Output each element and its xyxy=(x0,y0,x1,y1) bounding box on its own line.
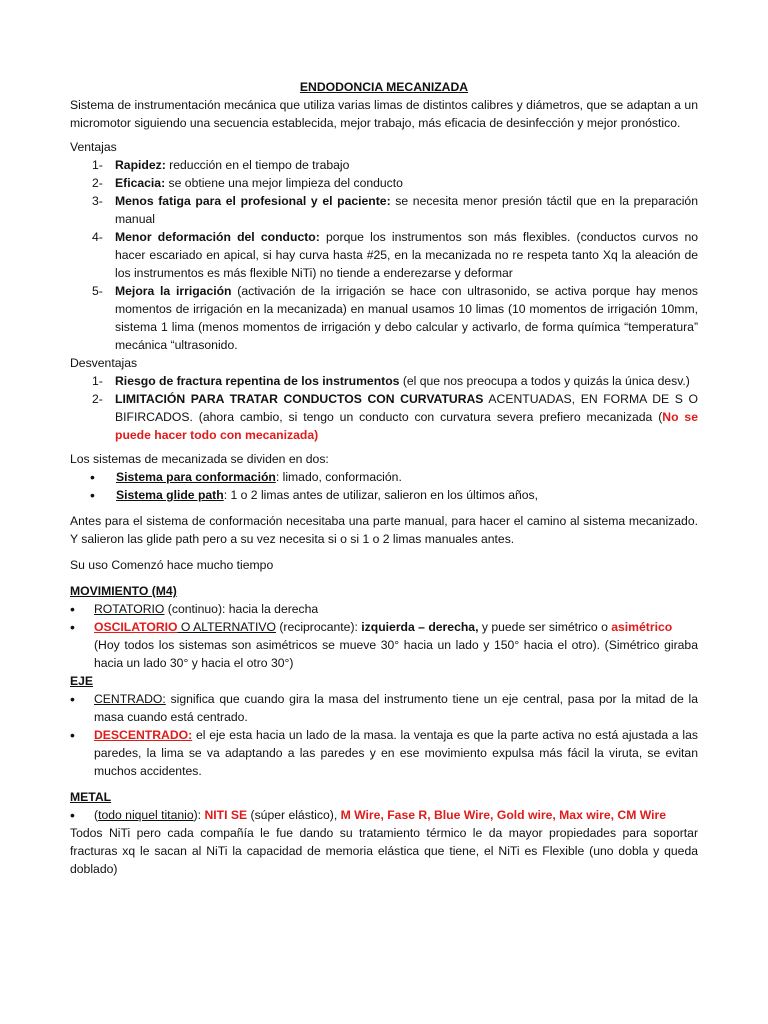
desventajas-list xyxy=(70,372,698,444)
list-item: • (todo niquel titanio): NITI SE (súper elástico), M Wire, Fase R, Blue Wire, Gold wire, Max wire, CM Wire xyxy=(70,806,698,824)
list-item: 1- Riesgo de fractura repentina de los instrumentos (el que nos preocupa a todos y quizás la única desv.) xyxy=(92,374,690,388)
metal-list xyxy=(70,806,698,824)
list-item: 1- Rapidez: reducción en el tiempo de trabajo xyxy=(92,158,350,172)
ventajas-list xyxy=(70,156,698,354)
list-item: • OSCILATORIO O ALTERNATIVO (reciprocante): izquierda – derecha, y puede ser simétrico o asimétrico (Hoy todos los sistemas son asimétricos se mueve 30° hacia un lado y 150° hacia el otro). (Simétrico giraba hacia un lado 30° y hacia el otro 30°) xyxy=(70,618,698,672)
movimiento-list xyxy=(70,600,698,672)
list-item: • ROTATORIO (continuo): hacia la derecha xyxy=(70,600,698,618)
uso-paragraph: Su uso Comenzó hace mucho tiempo xyxy=(70,558,274,572)
eje-list xyxy=(70,690,698,780)
list-item: • CENTRADO: significa que cuando gira la masa del instrumento tiene un eje central, pasa por la mitad de la masa cuando está centrado. xyxy=(70,690,698,726)
list-item: • Sistema para conformación: limado, conformación. xyxy=(70,468,698,486)
list-item: 5- Mejora la irrigación (activación de la irrigación se hace con ultrasonido, se activa porque hay menos momentos de irrigación en la mecanizada) en manual usamos 10 limas (10 momentos de irrigación 10mm, sistema 1 lima (menos momentos de irrigación y debo calcular y activarlo, de forma química “temperatura” mecánica “ultrasonido. xyxy=(92,284,698,352)
metal-paragraph: Todos NiTi pero cada compañía le fue dando su tratamiento térmico le da mayor propiedades para soportar fracturas xq le sacan al NiTi la capacidad de memoria elástica que tiene, el NiTi es Flexible (uno dobla y queda doblado) xyxy=(70,826,698,876)
ventajas-heading: Ventajas xyxy=(70,140,117,154)
eje-heading: EJE xyxy=(70,674,94,688)
metal-heading: METAL xyxy=(70,790,112,804)
list-item: 4- Menor deformación del conducto: porque los instrumentos son más flexibles. (conductos curvos no hacer escariado en apical, si hay curva hasta #25, en la mecanizada no re respeta tanto Xq la aleación de los instrumentos es más flexible NiTi) no tiende a enderezarse y deformar xyxy=(92,230,698,280)
antes-paragraph: Antes para el sistema de conformación necesitaba una parte manual, para hacer el camino al sistema mecanizado. Y salieron las glide path pero a su vez necesita si o si 1 o 2 limas manuales antes. xyxy=(70,514,698,546)
list-item: 2- LIMITACIÓN PARA TRATAR CONDUCTOS CON CURVATURAS ACENTUADAS, EN FORMA DE S O BIFIRCADOS. (ahora cambio, si tengo un conducto con curvatura severa prefiero mecanizada (No se puede hacer todo con mecanizada) xyxy=(92,392,698,442)
document-title: ENDODONCIA MECANIZADA xyxy=(299,80,469,94)
list-item: • DESCENTRADO: el eje esta hacia un lado de la masa. la ventaja es que la parte activa no está ajustada a las paredes, la lima se va adaptando a las paredes y en ese movimiento expulsa más fácil la viruta, se evitan muchos accidentes. xyxy=(70,726,698,780)
intro-paragraph: Sistema de instrumentación mecánica que utiliza varias limas de distintos calibres y diámetros, que se adaptan a un micromotor siguiendo una secuencia establecida, mejor trabajo, más eficacia de desinfección y mejor pronóstico. xyxy=(70,98,698,130)
list-item: • Sistema glide path: 1 o 2 limas antes de utilizar, salieron en los últimos años, xyxy=(70,486,698,504)
list-item: 3- Menos fatiga para el profesional y el paciente: se necesita menor presión táctil que en la preparación manual xyxy=(92,194,698,226)
desventajas-heading: Desventajas xyxy=(70,356,138,370)
sistemas-intro: Los sistemas de mecanizada se dividen en dos: xyxy=(70,452,329,466)
sistemas-list xyxy=(70,468,698,504)
list-item: 2- Eficacia: se obtiene una mejor limpieza del conducto xyxy=(92,176,403,190)
movimiento-heading: MOVIMIENTO (M4) xyxy=(70,584,177,598)
